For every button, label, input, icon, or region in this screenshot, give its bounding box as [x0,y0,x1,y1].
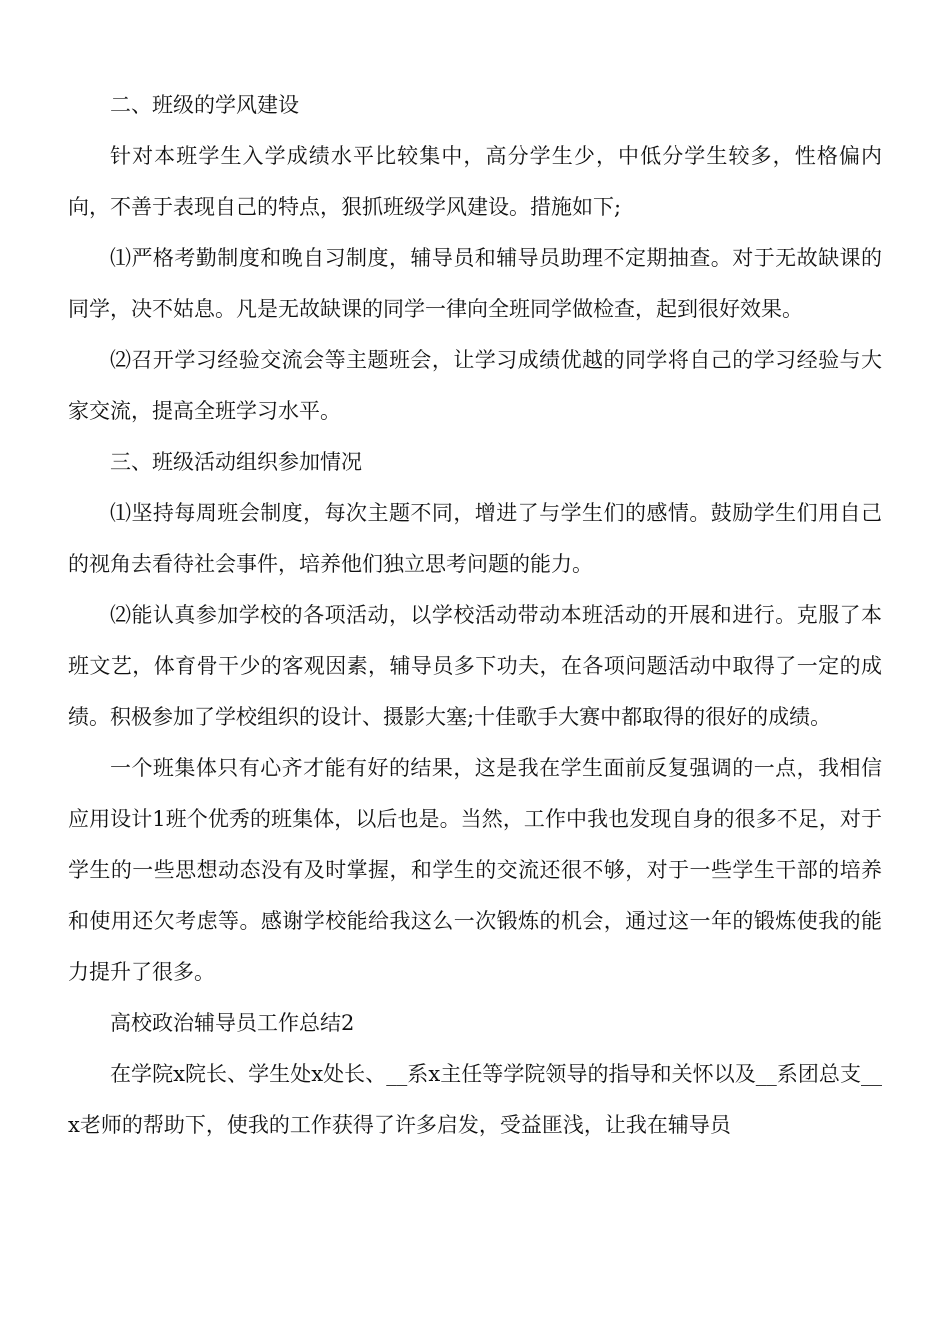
paragraph-summary-2-opening: 在学院x院长、学生处x处长、__系x主任等学院领导的指导和关怀以及__系团总支__x老师的帮助下，使我的工作获得了许多启发，受益匪浅，让我在辅导员 [68,1062,882,1137]
section-heading-2: 二、班级的学风建设 [110,93,299,117]
paragraph-attendance-measure: ⑴严格考勤制度和晚自习制度，辅导员和辅导员助理不定期抽查。对于无故缺课的同学，决不姑息。凡是无故缺课的同学一律向全班同学做检查，起到很好效果。 [68,246,882,321]
section-heading-3: 三、班级活动组织参加情况 [110,450,362,474]
summary-2-title: 高校政治辅导员工作总结2 [110,1011,355,1035]
paragraph-weekly-meeting: ⑴坚持每周班会制度，每次主题不同，增进了与学生们的感情。鼓励学生们用自己的视角去看待社会事件，培养他们独立思考问题的能力。 [68,501,882,576]
paragraph-conclusion: 一个班集体只有心齐才能有好的结果，这是我在学生面前反复强调的一点，我相信应用设计1班个优秀的班集体，以后也是。当然，工作中我也发现自身的很多不足，对于学生的一些思想动态没有及时掌握，和学生的交流还很不够，对于一些学生干部的培养和使用还欠考虑等。感谢学校能给我这么一次锻炼的机会，通过这一年的锻炼使我的能力提升了很多。 [68,756,882,984]
paragraph-school-activities: ⑵能认真参加学校的各项活动，以学校活动带动本班活动的开展和进行。克服了本班文艺，体育骨干少的客观因素，辅导员多下功夫，在各项问题活动中取得了一定的成绩。积极参加了学校组织的设计、摄影大塞;十佳歌手大赛中都取得的很好的成绩。 [68,603,882,729]
paragraph-study-style-intro: 针对本班学生入学成绩水平比较集中，高分学生少，中低分学生较多，性格偏内向，不善于表现自己的特点，狠抓班级学风建设。措施如下; [68,144,882,219]
paragraph-study-exchange-measure: ⑵召开学习经验交流会等主题班会，让学习成绩优越的同学将自己的学习经验与大家交流，提高全班学习水平。 [68,348,882,423]
